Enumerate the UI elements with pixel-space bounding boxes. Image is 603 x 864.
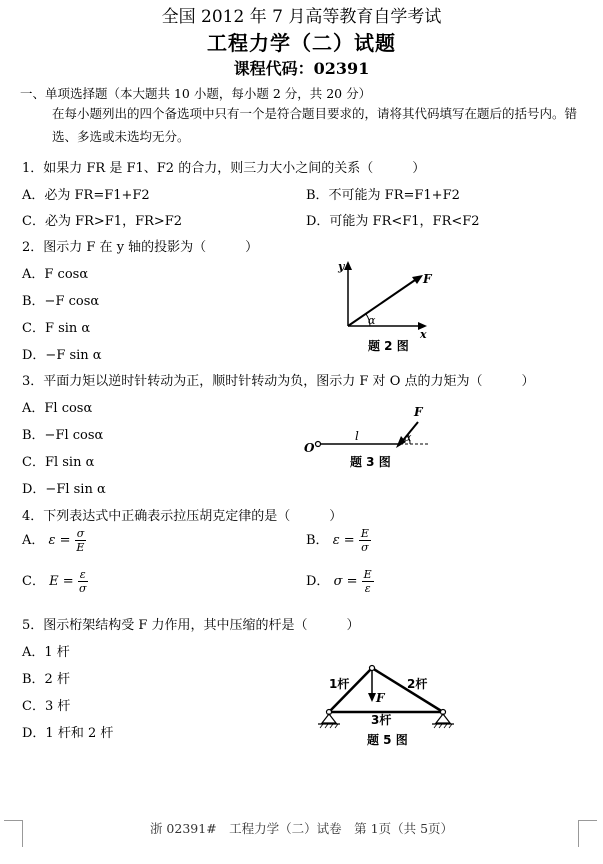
question-4-option-a-prefix: A． (22, 533, 45, 548)
question-5-option-b: B．2 杆 (22, 672, 70, 687)
question-2-option-b: B．−F cosα (22, 294, 100, 309)
figure-5-bar1-label: 1杆 (329, 677, 350, 691)
question-2-stem: 2．图示力 F 在 y 轴的投影为（ ） (22, 240, 259, 255)
figure-2-diagram (330, 258, 440, 356)
fraction-denominator: ε (364, 582, 371, 595)
question-4-option-d (306, 568, 374, 595)
figure-5-bar2-label: 2杆 (407, 677, 428, 691)
question-4-option-d-fraction (362, 568, 374, 595)
fraction-denominator: E (76, 541, 85, 554)
question-4-option-b-lhs: ε = (332, 533, 355, 548)
question-5-option-c: C．3 杆 (22, 699, 71, 714)
figure-3-caption: 题 3 图 (350, 455, 391, 469)
figure-3-length-label: l (355, 429, 359, 443)
figure-3-diagram (300, 402, 440, 474)
question-4-option-c-prefix: C． (22, 574, 45, 589)
question-2-option-a: A．F cosα (22, 267, 89, 282)
question-1-option-c: C．必为 FR>F1，FR>F2 (22, 214, 183, 229)
figure-2-y-label: y (338, 260, 345, 273)
figure-2-caption: 题 2 图 (368, 339, 409, 353)
question-4-option-a (22, 527, 86, 554)
question-1-option-b: B．不可能为 FR=F1+F2 (306, 188, 460, 203)
question-4-option-d-prefix: D． (306, 574, 330, 589)
question-5-option-a: A．1 杆 (22, 645, 70, 660)
question-4-option-b (306, 527, 371, 554)
section-instructions: 在每小题列出的四个备选项中只有一个是符合题目要求的，请将其代码填写在题后的括号内。错选、多选或未选均无分。 (52, 106, 578, 144)
fraction-numerator: E (363, 568, 372, 581)
question-5-option-d: D．1 杆和 2 杆 (22, 726, 114, 741)
exam-title: 工程力学（二）试题 (207, 31, 396, 55)
question-4-option-b-prefix: B． (306, 533, 329, 548)
question-3-option-c: C．Fl sin α (22, 455, 95, 470)
fraction-denominator: σ (361, 541, 369, 554)
figure-3-angle-label: α (404, 431, 412, 444)
question-4-option-b-fraction (359, 527, 371, 554)
question-2-option-d: D．−F sin α (22, 348, 102, 363)
fraction-numerator: E (360, 527, 369, 540)
question-1-option-d: D．可能为 FR<F1，FR<F2 (306, 214, 480, 229)
figure-3-point-label: O (304, 441, 315, 455)
figure-3-force-label: F (414, 405, 423, 419)
course-code: 课程代码：02391 (233, 59, 370, 78)
section-heading: 一、单项选择题（本大题共 10 小题，每小题 2 分，共 20 分） (20, 86, 372, 101)
question-4-option-c-lhs: E = (49, 574, 74, 589)
question-4-option-d-lhs: σ = (333, 574, 358, 589)
figure-5-caption: 题 5 图 (367, 733, 408, 747)
figure-2-angle-label: α (368, 314, 376, 327)
figure-2-x-label: x (420, 328, 427, 341)
page-footer: 浙 02391# 工程力学（二）试卷 第 1页（共 5页） (149, 821, 454, 836)
fraction-denominator: σ (78, 582, 87, 595)
figure-5-truss-diagram (315, 660, 455, 752)
question-3-option-b: B．−Fl cosα (22, 428, 104, 443)
question-3-stem: 3．平面力矩以逆时针转动为正，顺时针转动为负，图示力 F 对 O 点的力矩为（ ） (22, 374, 535, 389)
fraction-numerator: ε (79, 568, 86, 581)
figure-5-force-label: F (376, 691, 385, 705)
fraction-numerator: σ (76, 527, 85, 540)
question-3-option-d: D．−Fl sin α (22, 482, 106, 497)
question-4-stem: 4．下列表达式中正确表示拉压胡克定律的是（ ） (22, 509, 343, 524)
question-5-stem: 5．图示桁架结构受 F 力作用，其中压缩的杆是（ ） (22, 618, 360, 633)
question-3-option-a: A．Fl cosα (22, 401, 93, 416)
question-4-option-c-fraction (78, 568, 88, 595)
figure-2-force-label: F (423, 272, 432, 286)
question-4-option-a-lhs: ε = (48, 533, 71, 548)
question-2-option-c: C．F sin α (22, 321, 91, 336)
figure-5-bar3-label: 3杆 (371, 713, 392, 727)
question-4-option-a-fraction (75, 527, 87, 554)
question-4-option-c (22, 568, 88, 595)
question-1-stem: 1．如果力 FR 是 F1、F2 的合力，则三力大小之间的关系（ ） (22, 161, 426, 176)
question-1-option-a: A．必为 FR=F1+F2 (22, 188, 150, 203)
exam-header-line: 全国 2012 年 7 月高等教育自学考试 (161, 7, 442, 27)
